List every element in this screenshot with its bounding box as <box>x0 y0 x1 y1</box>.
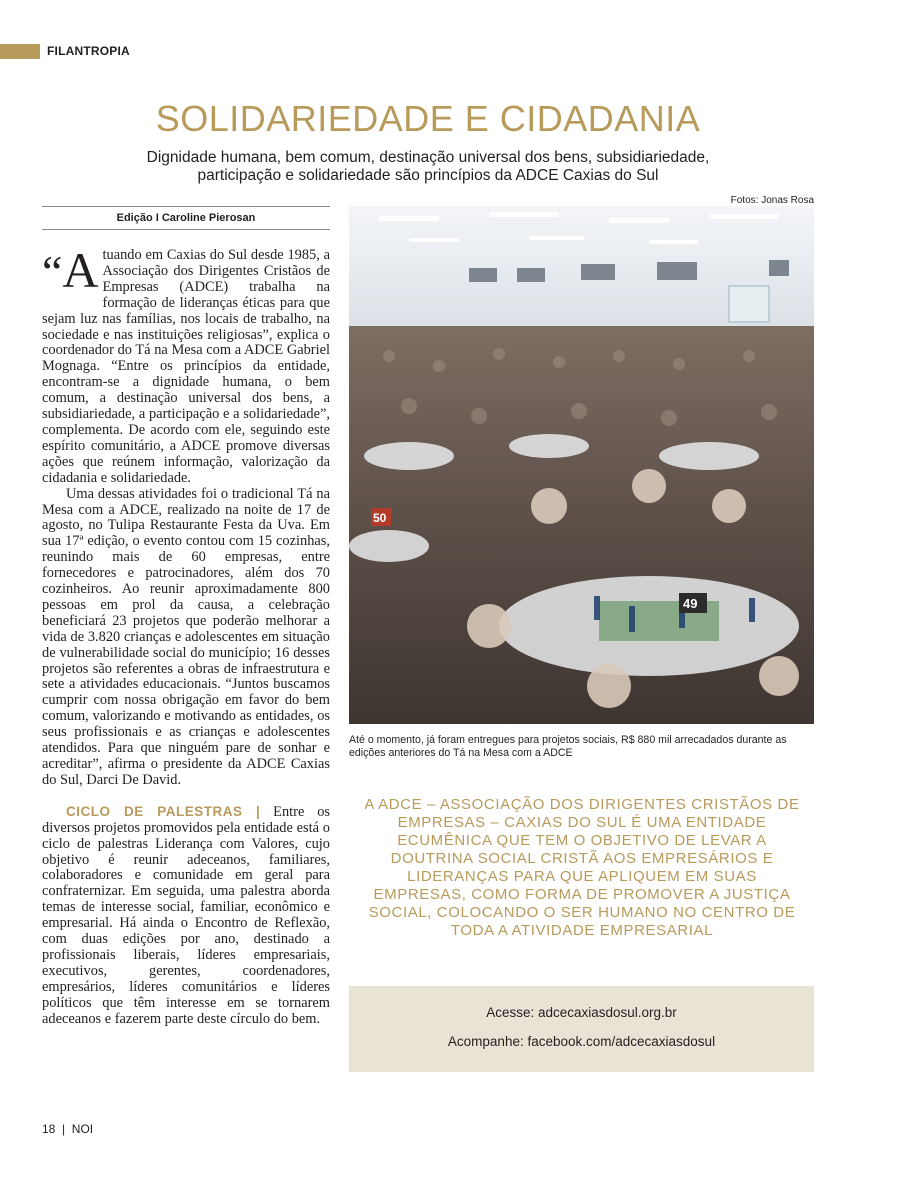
dropcap-block <box>42 242 99 298</box>
article-body <box>42 242 330 1028</box>
photo-caption: Até o momento, já foram entregues para projetos sociais, R$ 880 mil arrecadados durante as edições anteriores do Tá na Mesa com a ADCE <box>349 734 787 759</box>
paragraph-3-text: Entre os diversos projetos promovidos pela entidade está o ciclo de palestras Liderança com Valores, cujo objetivo é reunir adeceanos, familiares, colaboradores e comunidade em geral para confraternizar. Em seguida, uma palestra aborda temas de interesse social, familiar, econômico e empresarial. Há ainda o Encontro de Reflexão, com duas edições por ano, destinado a profissionais liberais, líderes empresariais, executivos, gerentes, coordenadores, empresários, líderes comunitários e líderes políticos que têm interesse em se tornarem adeceanos e fazerem parte deste círculo do bem. <box>42 803 330 1027</box>
photo-credit: Fotos: Jonas Rosa <box>730 195 814 206</box>
table-number-49: 49 <box>683 596 698 611</box>
subtitle-line-1: Dignidade humana, bem comum, destinação universal dos bens, subsidiariedade, <box>146 149 710 166</box>
article-subtitle <box>100 149 756 185</box>
page-footer: 18 | NOI <box>42 1122 94 1136</box>
event-photo-illustration <box>349 206 814 724</box>
paragraph-2: Uma dessas atividades foi o tradicional Tá na Mesa com a ADCE, realizado na noite de 17 de agosto, no Tulipa Restaurante Festa da Uva. Em sua 17ª edição, o evento contou com 15 cozinhas, reunindo mais de 60 empresas, entre fornecedores e patrocinadores, além dos 70 cozinheiros. Ao reunir aproximadamente 800 pessoas em prol da causa, a celebração beneficiará 23 projetos que poderão melhorar a vida de 3.820 crianças e adolescentes em situação de vulnerabilidade social do município; 16 desses projetos são referentes a obras de infraestrutura e sete a atividades educacionais. “Juntos buscamos cumprir com nossa obrigação em favor do bem comum, valorizando e motivando as entidades, os seus profissionais e as crianças e adolescentes atendidos. Para que ninguém pare de sonhar e acreditar”, afirma o presidente da ADCE Caxias do Sul, Darci De David. <box>42 485 330 788</box>
paragraph-3 <box>42 804 330 1028</box>
credit-rule-top <box>42 206 330 207</box>
website-link[interactable]: Acesse: adcecaxiasdosul.org.br <box>486 1005 677 1020</box>
section-label: FILANTROPIA <box>47 44 130 58</box>
opening-quote-mark: “ <box>42 246 63 297</box>
editor-credit: Edição I Caroline Pierosan <box>116 212 256 224</box>
section-heading: CICLO DE PALESTRAS | <box>66 803 261 819</box>
credit-rule-bottom <box>42 229 330 230</box>
section-color-bar <box>0 44 40 59</box>
event-photo <box>349 206 814 724</box>
pull-quote: A ADCE – ASSOCIAÇÃO DOS DIRIGENTES CRISTÃOS DE EMPRESAS – CAXIAS DO SUL É UMA ENTIDADE ECUMÊNICA QUE TEM O OBJETIVO DE LEVAR A DOUTRINA SOCIAL CRISTÃ AOS EMPRESÁRIOS E LIDERANÇAS PARA QUE APLIQUEM EM SUAS EMPRESAS, COMO FORMA DE PROMOVER A JUSTIÇA SOCIAL, COLOCANDO O SER HUMANO NO CENTRO DE TODA A ATIVIDADE EMPRESARIAL <box>364 796 800 939</box>
paragraph-1-text: tuando em Caxias do Sul desde 1985, a Associação dos Dirigentes Cristãos de Empresas (ADCE) trabalha na formação de lideranças éticas para que sejam luz nas famílias, nos locais de trabalho, na sociedade e nas instituições religiosas”, explica o coordenador do Tá na Mesa com a ADCE Gabriel Mognaga. “Entre os princípios da entidade, encontram-se a dignidade humana, o bem comum, a destinação universal dos bens, a subsidiariedade, a participação e a solidariedade”, complementa. De acordo com ele, seguindo este espírito comunitário, a ADCE promove diversas ações que reúnem informação, valorização da cidadania e solidariedade. <box>42 247 330 486</box>
facebook-link[interactable]: Acompanhe: facebook.com/adcecaxiasdosul <box>447 1034 716 1049</box>
article-title: SOLIDARIEDADE E CIDADANIA <box>155 98 701 139</box>
contact-box <box>349 986 814 1072</box>
subtitle-line-2: participação e solidariedade são princípios da ADCE Caxias do Sul <box>197 167 659 184</box>
dropcap-letter: A <box>62 242 99 298</box>
table-number-50: 50 <box>373 511 387 525</box>
paragraph-1 <box>42 242 330 487</box>
